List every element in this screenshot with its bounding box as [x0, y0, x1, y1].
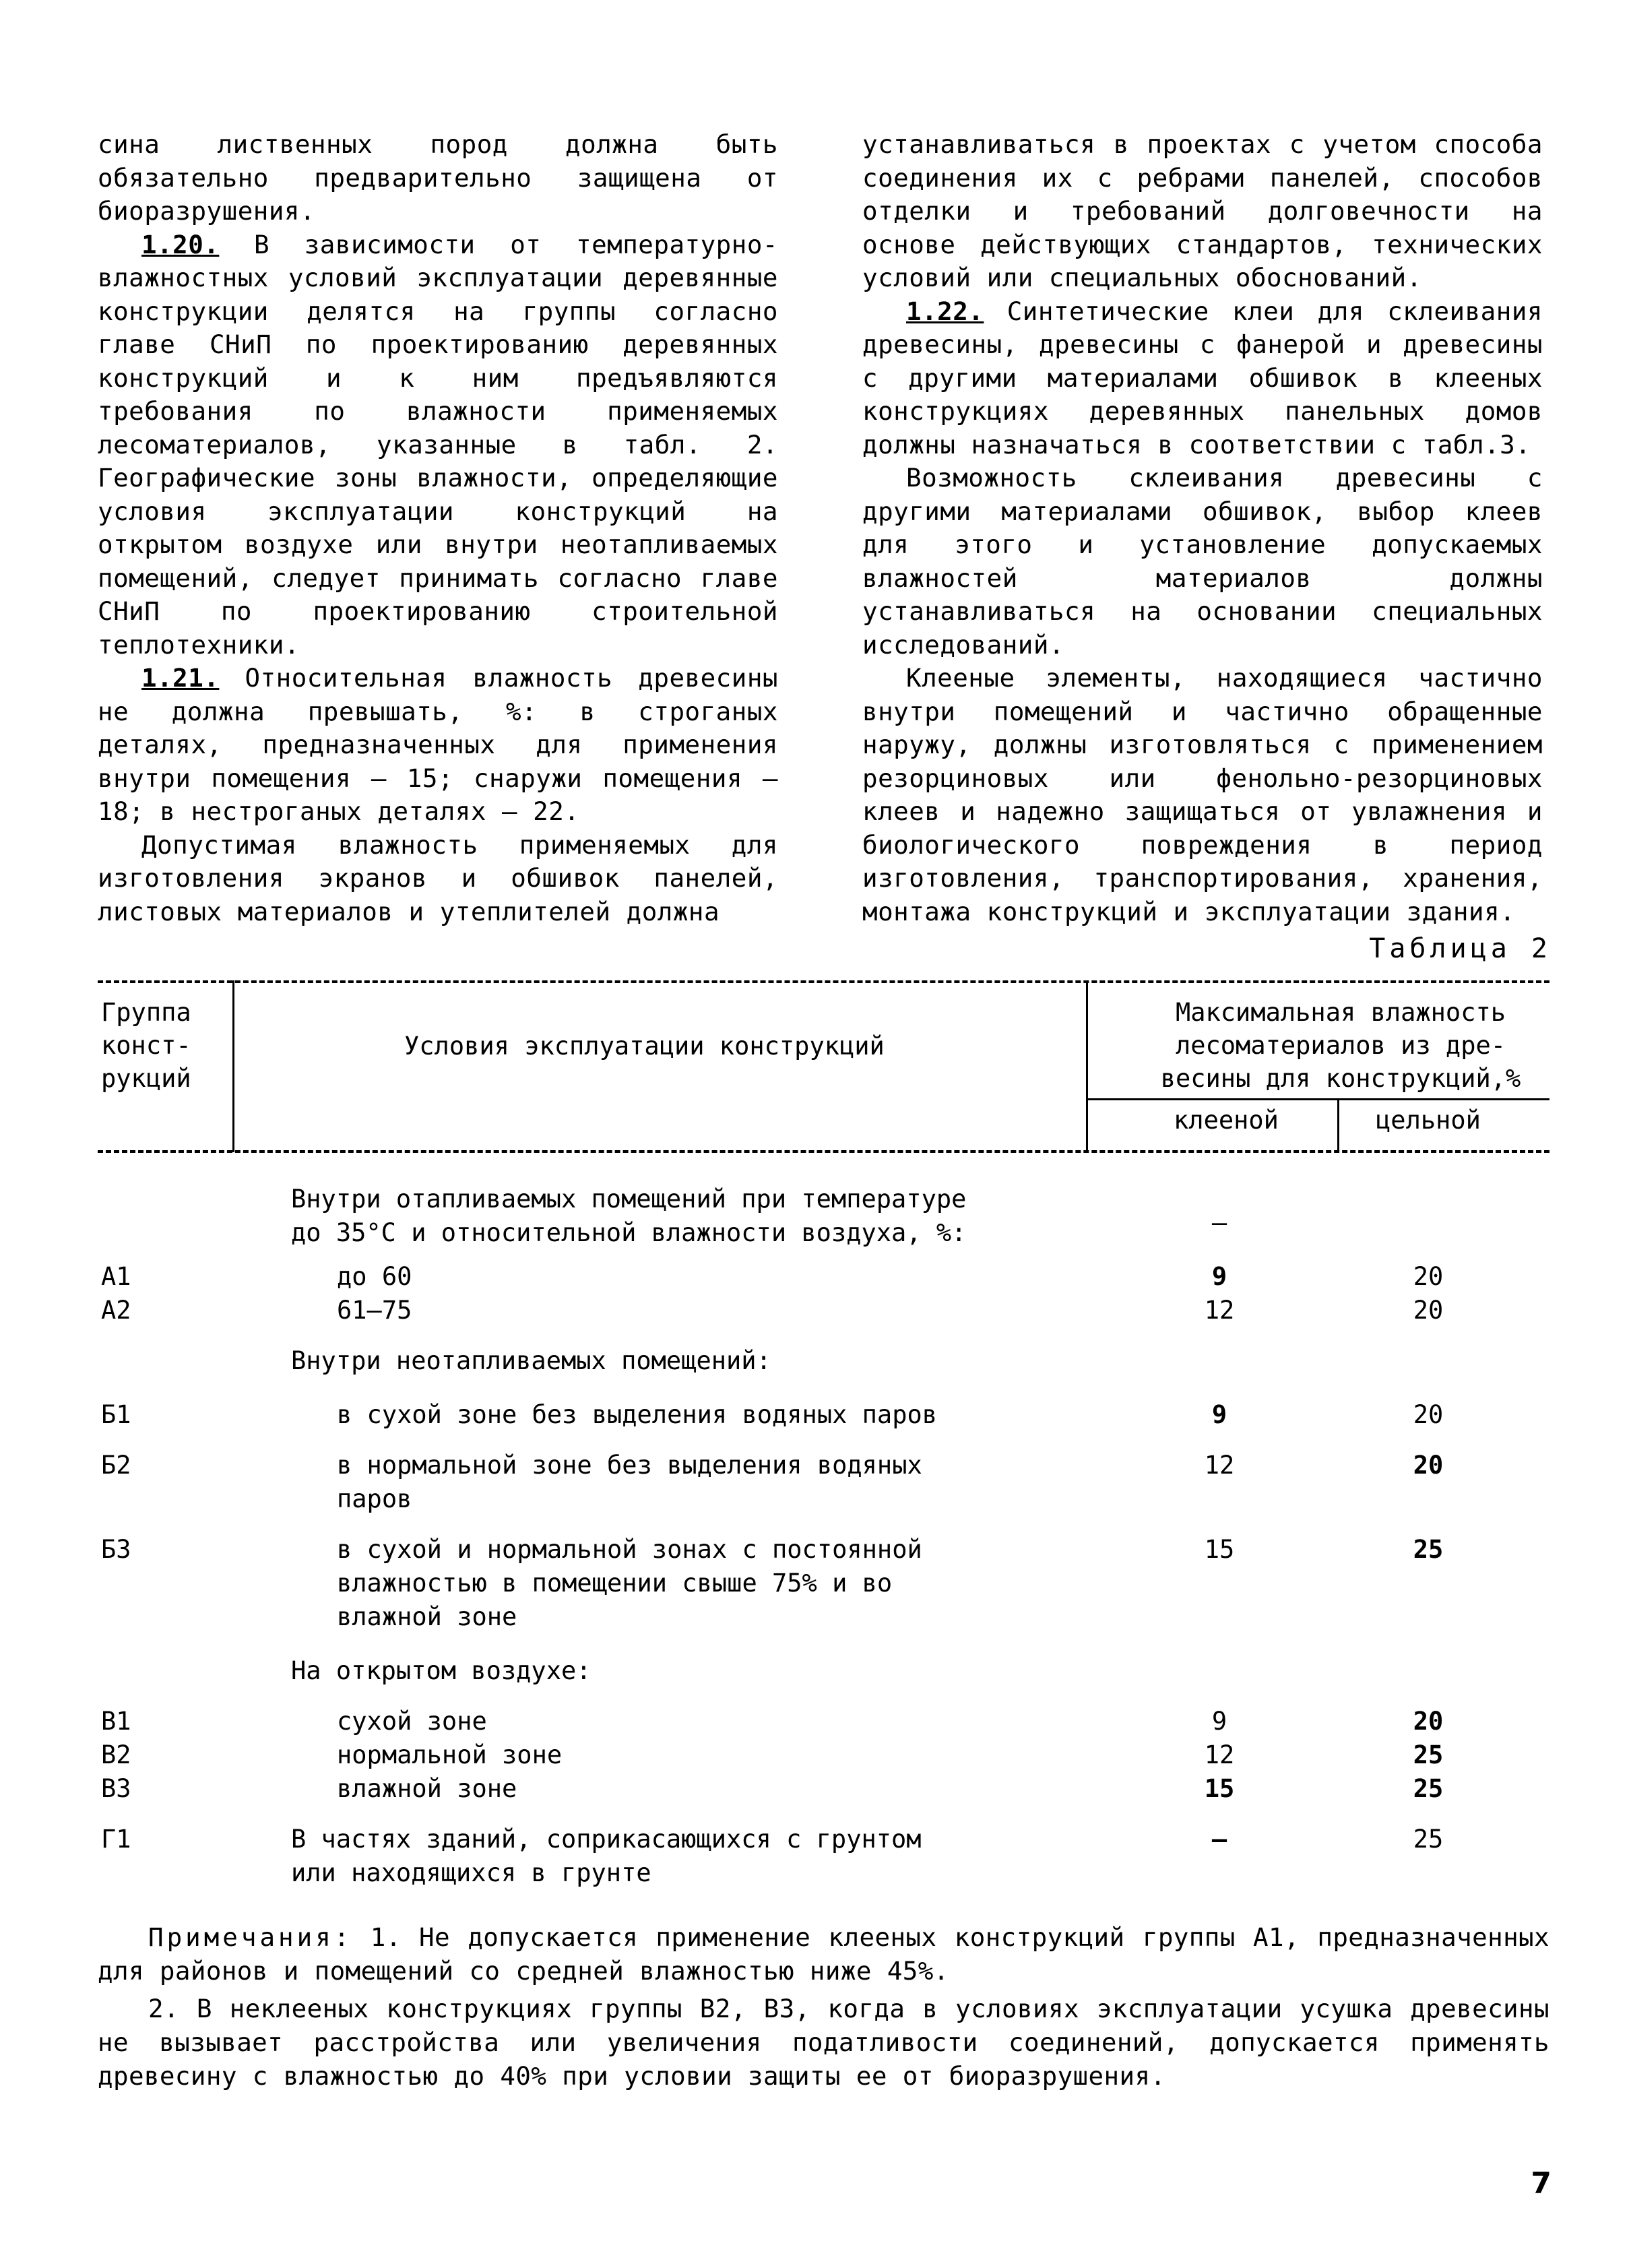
header-line: рукций: [101, 1064, 191, 1093]
row-group: Б3: [101, 1535, 131, 1564]
row-solid: 20: [1413, 1296, 1444, 1325]
header-conditions: Условия эксплуатации конструкций: [404, 1032, 885, 1061]
row-condition: в сухой зоне без выделения водяных паров: [337, 1400, 938, 1429]
header-group: [101, 996, 191, 1095]
header-line: Максимальная влажность: [1175, 998, 1506, 1027]
section-unheated: Внутри неотапливаемых помещений:: [291, 1346, 771, 1375]
row-condition: до 60: [337, 1262, 412, 1291]
row-glued: 9: [1211, 1262, 1227, 1291]
row-condition: в сухой и нормальной зонах с постоянной влажностью в помещении свыше 75% и во влажной зоне: [337, 1535, 922, 1631]
row-condition: сухой зоне: [337, 1707, 487, 1736]
row-glued: –: [1211, 1825, 1227, 1854]
row-solid: 25: [1413, 1535, 1444, 1564]
header-line: конст-: [101, 1031, 191, 1060]
row-condition: в нормальной зоне без выделения водяных паров: [337, 1451, 922, 1513]
row-solid: 20: [1413, 1707, 1444, 1736]
row-group: А1: [101, 1262, 131, 1291]
row-condition: влажной зоне: [337, 1774, 517, 1803]
header-line: весины для конструкций,%: [1160, 1064, 1521, 1093]
row-group: В1: [101, 1707, 131, 1736]
table-title: Таблица 2: [1369, 933, 1552, 964]
row-solid: 20: [1413, 1262, 1444, 1291]
row-glued: 12: [1204, 1296, 1235, 1325]
header-subrule: [1086, 1098, 1549, 1100]
section-open-air: На открытом воздухе:: [291, 1656, 591, 1685]
paragraph-1-21: [98, 662, 778, 829]
clause-number: 1.20.: [141, 229, 220, 259]
paragraph: сина лиственных пород должна быть обязательно предварительно защищена от биоразрушения.: [98, 129, 778, 226]
row-group: Б2: [101, 1451, 131, 1480]
note-1: [98, 1920, 1549, 1988]
paragraph: Возможность склеивания древесины с другими материалами обшивок, выбор клеев для этого и установление допускаемых влажностей материалов должны устанавливаться на основании специальных исследований.: [862, 463, 1543, 660]
row-solid: 25: [1413, 1825, 1444, 1854]
table-header-bottom-rule: [98, 1150, 1549, 1153]
table-notes: [98, 1920, 1549, 2097]
paragraph-1-22: [862, 295, 1543, 462]
clause-number: 1.21.: [141, 663, 220, 693]
paragraph-1-20: [98, 228, 778, 662]
row-condition: 61–75: [337, 1296, 412, 1325]
right-text-column: [862, 128, 1543, 928]
paragraph: Допустимая влажность применяемых для изготовления экранов и обшивок панелей, листовых материалов и утеплителей должна: [98, 829, 778, 926]
left-text-column: [98, 128, 778, 928]
row-solid: 20: [1413, 1400, 1444, 1429]
header-solid: цельной: [1376, 1106, 1481, 1135]
row-condition: нормальной зоне: [337, 1740, 563, 1769]
header-glued: клееной: [1174, 1106, 1279, 1135]
row-glued: 9: [1211, 1400, 1227, 1429]
header-divider: [232, 980, 234, 1152]
row-group: В3: [101, 1774, 131, 1803]
clause-text: Относительная влажность древесины не должна превышать, %: в строганых деталях, предназначенных для применения внутри помещения – 15; снаружи помещения – 18; в нестроганых деталях – 22.: [98, 663, 778, 826]
row-group: В2: [101, 1740, 131, 1769]
row-group: А2: [101, 1296, 131, 1325]
header-line: лесоматериалов из дре-: [1175, 1031, 1506, 1060]
row-glued: 15: [1204, 1774, 1235, 1803]
row-solid: 25: [1413, 1774, 1444, 1803]
row-glued: 15: [1204, 1535, 1235, 1564]
section-heated-line1: Внутри отапливаемых помещений при температуре: [291, 1185, 967, 1214]
header-divider: [1337, 1100, 1339, 1152]
paragraph: Клееные элементы, находящиеся частично внутри помещений и частично обращенные наружу, должны изготовляться с применением резорциновых или фенольно-резорциновых клеев и надежно защищаться от увлажнения и биологического повреждения в период изготовления, транспортирования, хранения, монтажа конструкций и эксплуатации здания.: [862, 663, 1543, 926]
paragraph: устанавливаться в проектах с учетом способа соединения их с ребрами панелей, способов отделки и требований долговечности на основе действующих стандартов, технических условий или специальных обоснований.: [862, 129, 1543, 292]
row-glued: 12: [1204, 1740, 1235, 1769]
row-condition: В частях зданий, соприкасающихся с грунтом или находящихся в грунте: [291, 1825, 922, 1887]
clause-text: В зависимости от температурно-влажностных условий эксплуатации деревянные конструкции делятся на группы согласно главе СНиП по проектированию деревянных конструкций и к ним предъявляются требования по влажности применяемых лесоматериалов, указанные в табл. 2. Географические зоны влажности, определяющие условия эксплуатации конструкций на открытом воздухе или внутри неотапливаемых помещений, следует принимать согласно главе СНиП по проектированию строительной теплотехники.: [98, 229, 778, 660]
note-text: 1. Не допускается применение клееных конструкций группы А1, предназначенных для районов и помещений со средней влажностью ниже 45%.: [98, 1922, 1549, 1986]
clause-text: Синтетические клеи для склеивания древесины, древесины с фанерой и древесины с другими материалами обшивок в клееных конструкциях деревянных панельных домов должны назначаться в соответствии с табл.3.: [862, 296, 1543, 460]
row-solid: 20: [1413, 1451, 1444, 1480]
section-heated-line2: до 35°С и относительной влажности воздуха, %:: [291, 1218, 967, 1247]
header-moisture: [1145, 996, 1536, 1095]
page-number: 7: [1531, 2166, 1552, 2201]
note-2: 2. В неклееных конструкциях группы В2, В3, когда в условиях эксплуатации усушка древесины не вызывает расстройства или увеличения податливости соединений, допускается применять древесину с влажностью до 40% при условии защиты ее от биоразрушения.: [98, 1994, 1549, 2091]
row-glued: 9: [1211, 1707, 1227, 1736]
row-group: Б1: [101, 1400, 131, 1429]
row-solid: 25: [1413, 1740, 1444, 1769]
table-top-rule: [98, 980, 1549, 983]
header-line: Группа: [101, 998, 191, 1027]
clause-number: 1.22.: [906, 296, 984, 326]
row-glued: 12: [1204, 1451, 1235, 1480]
row-group: Г1: [101, 1825, 131, 1854]
notes-label: Примечания:: [148, 1922, 353, 1952]
section-heated-dash: –: [1211, 1208, 1227, 1237]
header-divider: [1086, 980, 1088, 1152]
